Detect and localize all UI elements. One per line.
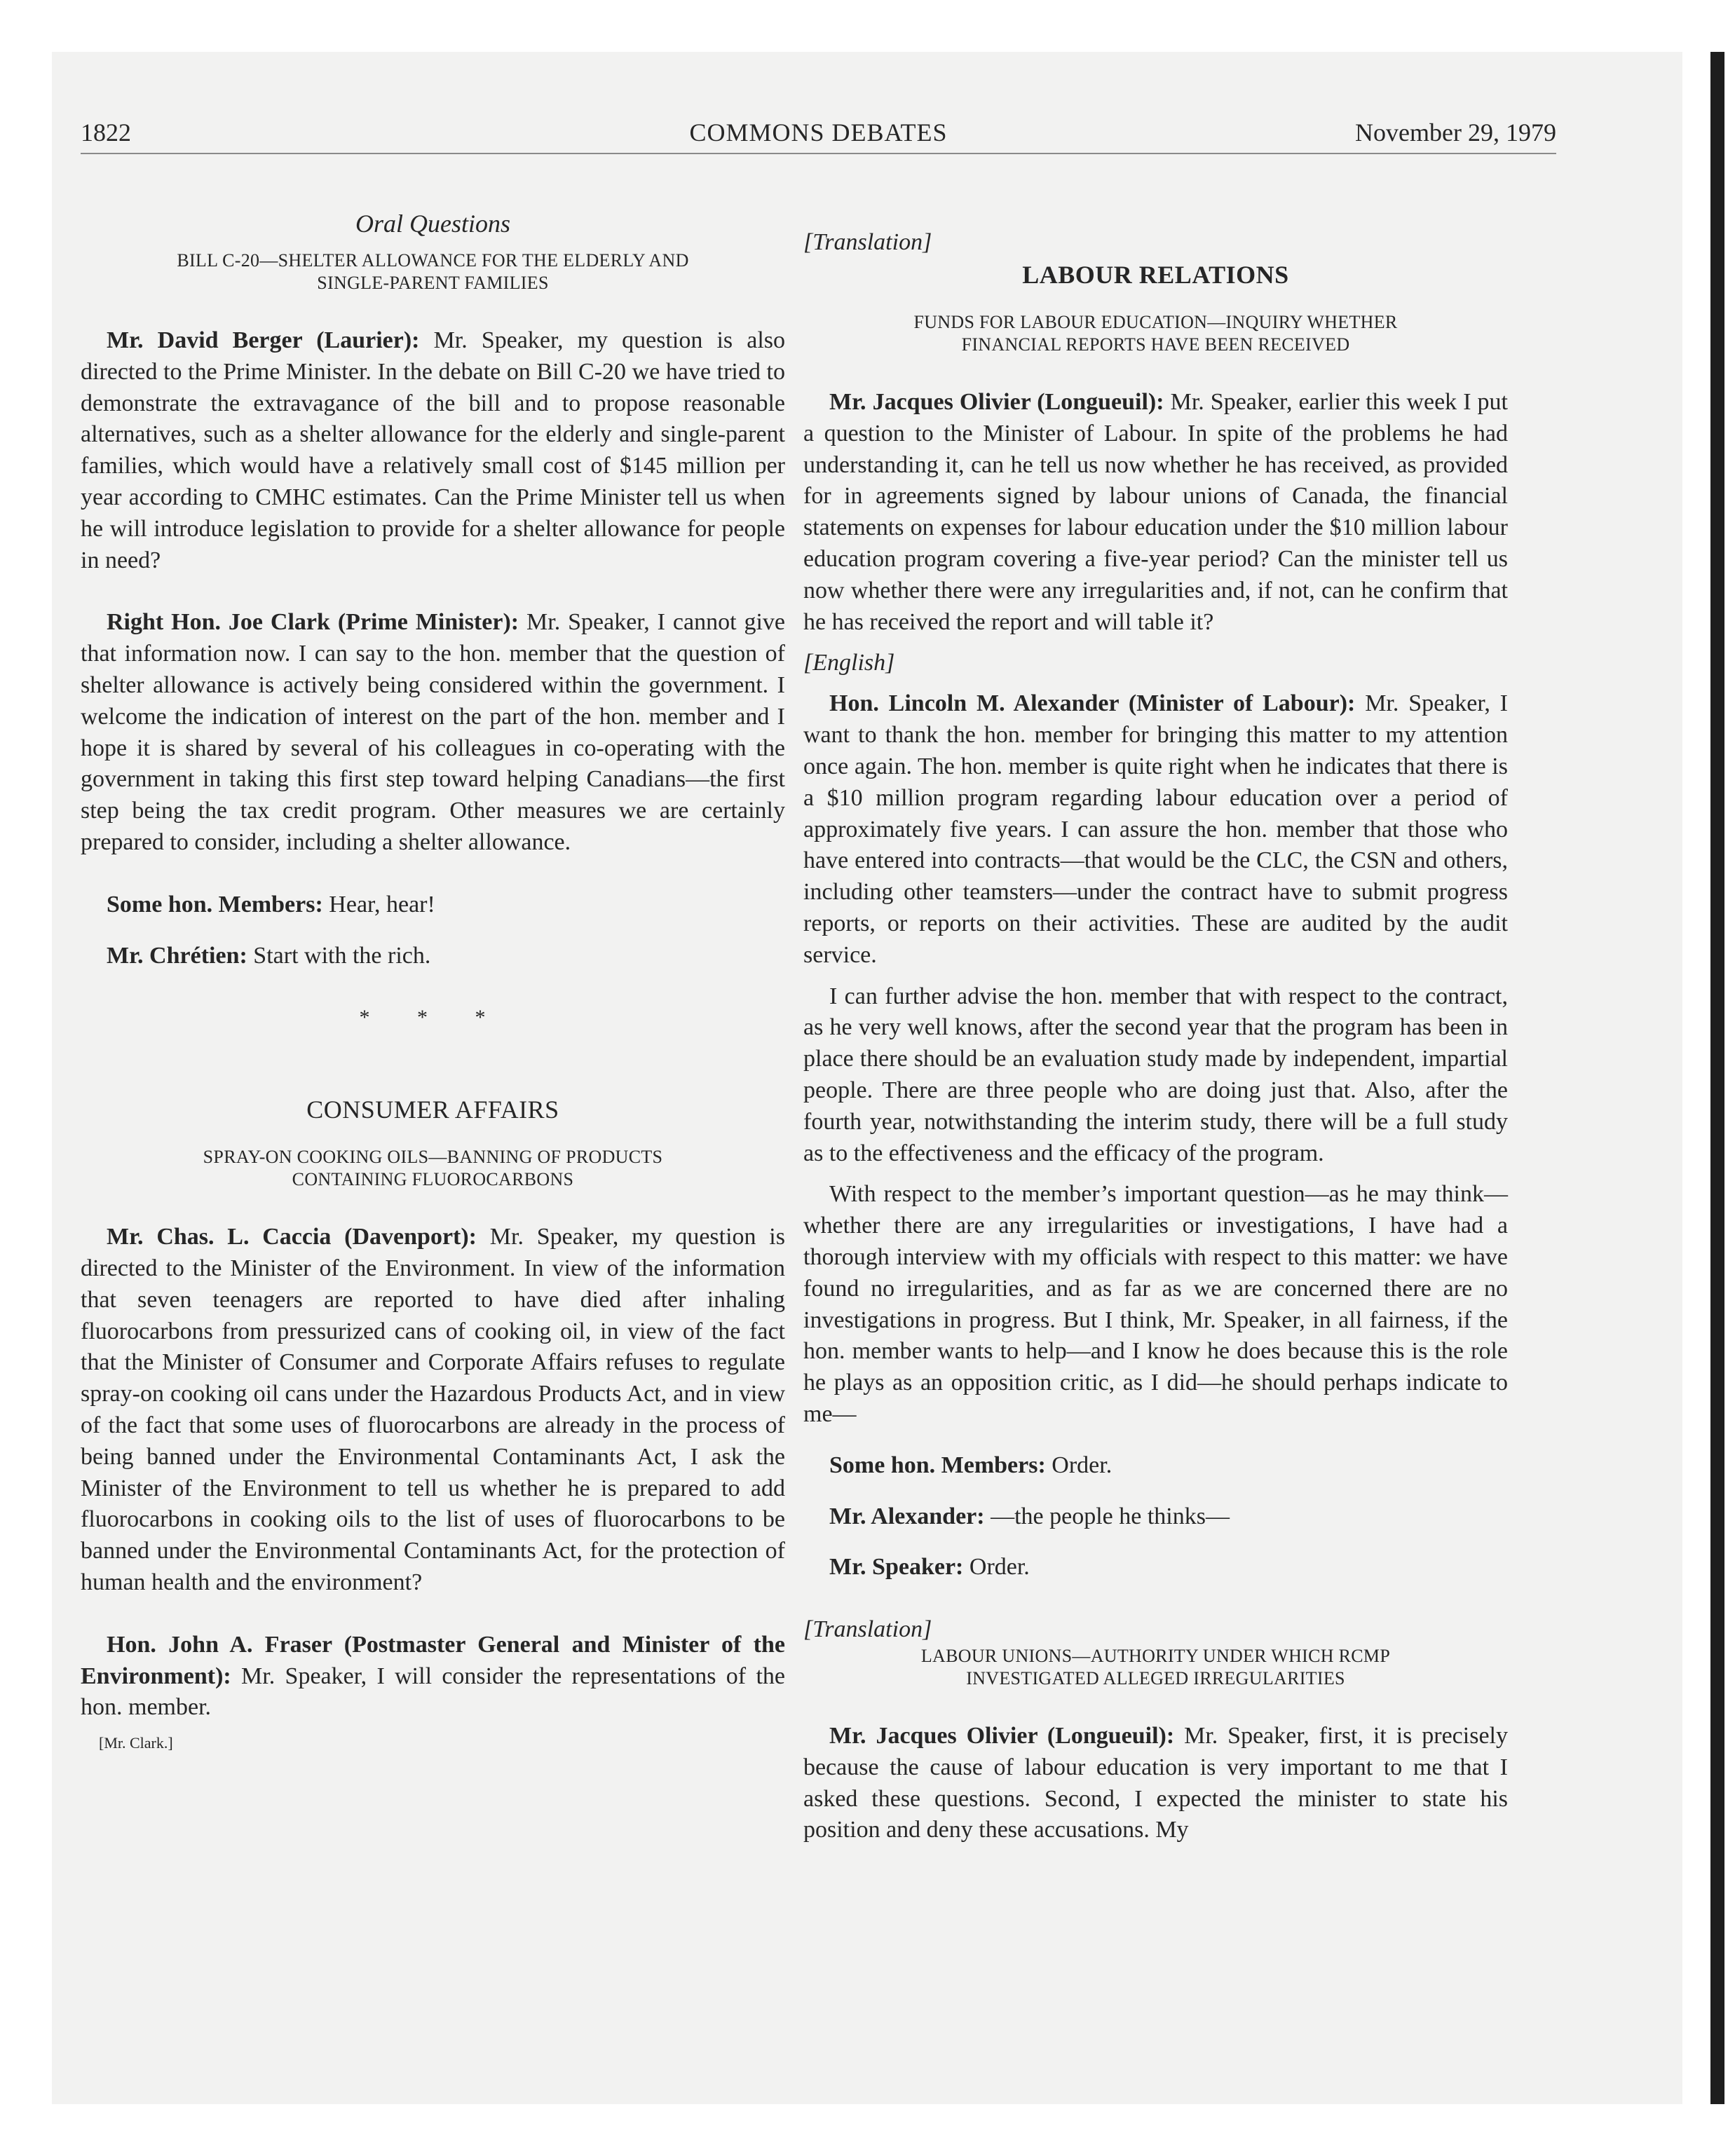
speech-chretien xyxy=(81,941,785,972)
speech-text: Order. xyxy=(1045,1452,1113,1478)
speech-alexander-cont: I can further advise the hon. member that with respect to the contract, as he very well knows, after the second year that the program has been in place there should be an evaluation study made by independent, impartial people. There are three people who are doing just that. Also, after the fourth year, notwithstanding the interim study, there will be a full study as to the effectiveness and the efficacy of the program. xyxy=(803,983,1508,1166)
speech-text: Mr. Speaker, I want to thank the hon. member for bringing this matter to my attention once again. The hon. member is quite right when he indicates that there is a $10 million program regarding labour education over a period of approximately five years. I can assure the hon. member that those who have entered into contracts—that would be the CLC, the CSN and others, including other teamsters—under the contract have to submit progress reports, or reports on their activities. These are audited by the audit service. xyxy=(803,690,1508,968)
speech-text: —the people he thinks— xyxy=(984,1503,1230,1529)
speaker-name: Some hon. Members: xyxy=(829,1452,1046,1478)
subheading-bill-c20 xyxy=(81,250,785,294)
speaker-name: Mr. David Berger (Laurier): xyxy=(107,327,420,353)
page-number: 1822 xyxy=(81,118,131,146)
subheading-line: SINGLE-PARENT FAMILIES xyxy=(317,273,549,293)
speech-alexander-cont: With respect to the member’s important question—as he may think—whether there are any irregularities or investigations, I have had a thorough interview with my officials with respect to this matter: we have found no irregularities, and as far as we are concerned there are no investigations in progress. But I think, Mr. Speaker, in all fairness, if the hon. member wants to help—and I know he does because this is the role he plays as an opposition critic, as I did—he should perhaps indicate to me— xyxy=(803,1181,1508,1427)
left-column xyxy=(81,207,785,1753)
subheading-line: CONTAINING FLUOROCARBONS xyxy=(292,1169,574,1190)
translation-tag: [Translation] xyxy=(803,1616,932,1643)
heading-consumer-affairs: CONSUMER AFFAIRS xyxy=(306,1096,559,1124)
speaker-name: Mr. Speaker: xyxy=(829,1554,964,1581)
subheading-line: LABOUR UNIONS—AUTHORITY UNDER WHICH RCMP xyxy=(920,1646,1391,1667)
subheading-line: FUNDS FOR LABOUR EDUCATION—INQUIRY WHETHER xyxy=(913,312,1398,332)
speech-text: Mr. Speaker, I cannot give that information now. I can say to the hon. member that the question of shelter allowance is actively being considered within the government. I welcome the indication of interest on the part of the hon. member and I hope it is shared by several of his colleagues in co-operating with the government in taking this first step toward helping Canadians—the first step being the tax credit program. Other measures we are certainly prepared to consider, including a shelter allowance. xyxy=(81,609,785,855)
speech-speaker xyxy=(803,1552,1508,1583)
speaker-name: Mr. Jacques Olivier (Longueuil): xyxy=(829,1723,1175,1749)
subheading-line: SPRAY-ON COOKING OILS—BANNING OF PRODUCTS xyxy=(203,1147,663,1168)
section-label: Oral Questions xyxy=(355,210,510,238)
section-separator: * * * xyxy=(359,1006,507,1030)
subheading-line: FINANCIAL REPORTS HAVE BEEN RECEIVED xyxy=(961,334,1350,355)
speech-text: Mr. Speaker, first, it is precisely because the cause of labour education is very important to me that I asked these questions. Second, I expected the minister to state his position and deny these accusations. My xyxy=(803,1723,1508,1843)
speech-caccia xyxy=(81,1222,785,1599)
speech-alexander-interject xyxy=(803,1501,1508,1533)
page-edge-shadow xyxy=(1710,52,1724,2104)
page-header xyxy=(81,112,1556,154)
speech-members xyxy=(803,1450,1508,1482)
subheading-labour-education xyxy=(803,311,1508,356)
speaker-name: Mr. Chas. L. Caccia (Davenport): xyxy=(107,1224,477,1250)
speech-alexander xyxy=(803,688,1508,971)
speech-fraser xyxy=(81,1630,785,1724)
footnote: [Mr. Clark.] xyxy=(99,1734,173,1752)
subheading-line: BILL C-20—SHELTER ALLOWANCE FOR THE ELDERLY AND xyxy=(177,250,689,271)
right-column xyxy=(803,207,1508,1846)
publication-title: COMMONS DEBATES xyxy=(689,118,948,146)
speaker-name: Hon. John A. Fraser (Postmaster General and Minister of the Environment): xyxy=(81,1631,785,1689)
speech-text: Mr. Speaker, my question is also directed to the Prime Minister. In the debate on Bill C-20 we have tried to demonstrate the extravagance of the bill and to propose reasonable alternatives, such as a shelter allowance for the elderly and single-parent families, which would have a relatively small cost of $145 million per year according to CMHC estimates. Can the Prime Minister tell us when he will introduce legislation to provide for a shelter allowance for people in need? xyxy=(81,327,785,573)
subheading-line: INVESTIGATED ALLEGED IRREGULARITIES xyxy=(966,1668,1345,1689)
page-date: November 29, 1979 xyxy=(1355,118,1556,146)
heading-labour-relations: LABOUR RELATIONS xyxy=(1022,261,1289,289)
speech-members xyxy=(81,889,785,921)
speech-olivier xyxy=(803,387,1508,638)
speech-text: Mr. Speaker, I will consider the representations of the hon. member. xyxy=(81,1663,785,1721)
translation-tag: [Translation] xyxy=(803,229,932,255)
speaker-name: Mr. Alexander: xyxy=(829,1503,985,1529)
speech-text: Mr. Speaker, earlier this week I put a question to the Minister of Labour. In spite of the problems he had understanding it, can he tell us now whether he has received, as provided for in agreements signed by labour unions of Canada, the financial statements on expenses for labour education under the $10 million labour education program covering a five-year period? Can the minister tell us now whether there were any irregularities and, if not, can he confirm that he has received the report and will table it? xyxy=(803,389,1508,635)
speech-clark xyxy=(81,607,785,858)
speaker-name: Mr. Jacques Olivier (Longueuil): xyxy=(829,389,1164,415)
speaker-name: Hon. Lincoln M. Alexander (Minister of Labour): xyxy=(829,690,1356,717)
speech-olivier-2 xyxy=(803,1721,1508,1846)
subheading-labour-unions xyxy=(803,1645,1508,1690)
speech-text: Mr. Speaker, my question is directed to the Minister of the Environment. In view of the information that seven teenagers are reported to have died after inhaling fluorocarbons from pressurized cans of cooking oil, in view of the fact that the Minister of Consumer and Corporate Affairs refuses to regulate spray-on cooking oil cans under the Hazardous Products Act, and in view of the fact that some uses of fluorocarbons are already in the process of being banned under the Environmental Contaminants Act, I ask the Minister of the Environment to tell us whether he is prepared to add fluorocarbons in cooking oils to the list of uses of fluorocarbons to be banned under the Environmental Contaminants Act, for the protection of human health and the environment? xyxy=(81,1224,785,1595)
speech-text: Hear, hear! xyxy=(322,891,435,917)
speech-berger xyxy=(81,325,785,576)
speaker-name: Mr. Chrétien: xyxy=(107,942,247,969)
speech-text: Start with the rich. xyxy=(247,942,431,969)
speech-text: Order. xyxy=(963,1554,1030,1581)
subheading-cooking-oils xyxy=(81,1146,785,1191)
speaker-name: Right Hon. Joe Clark (Prime Minister): xyxy=(107,609,519,636)
speaker-name: Some hon. Members: xyxy=(107,891,323,917)
english-tag: [English] xyxy=(803,650,895,676)
